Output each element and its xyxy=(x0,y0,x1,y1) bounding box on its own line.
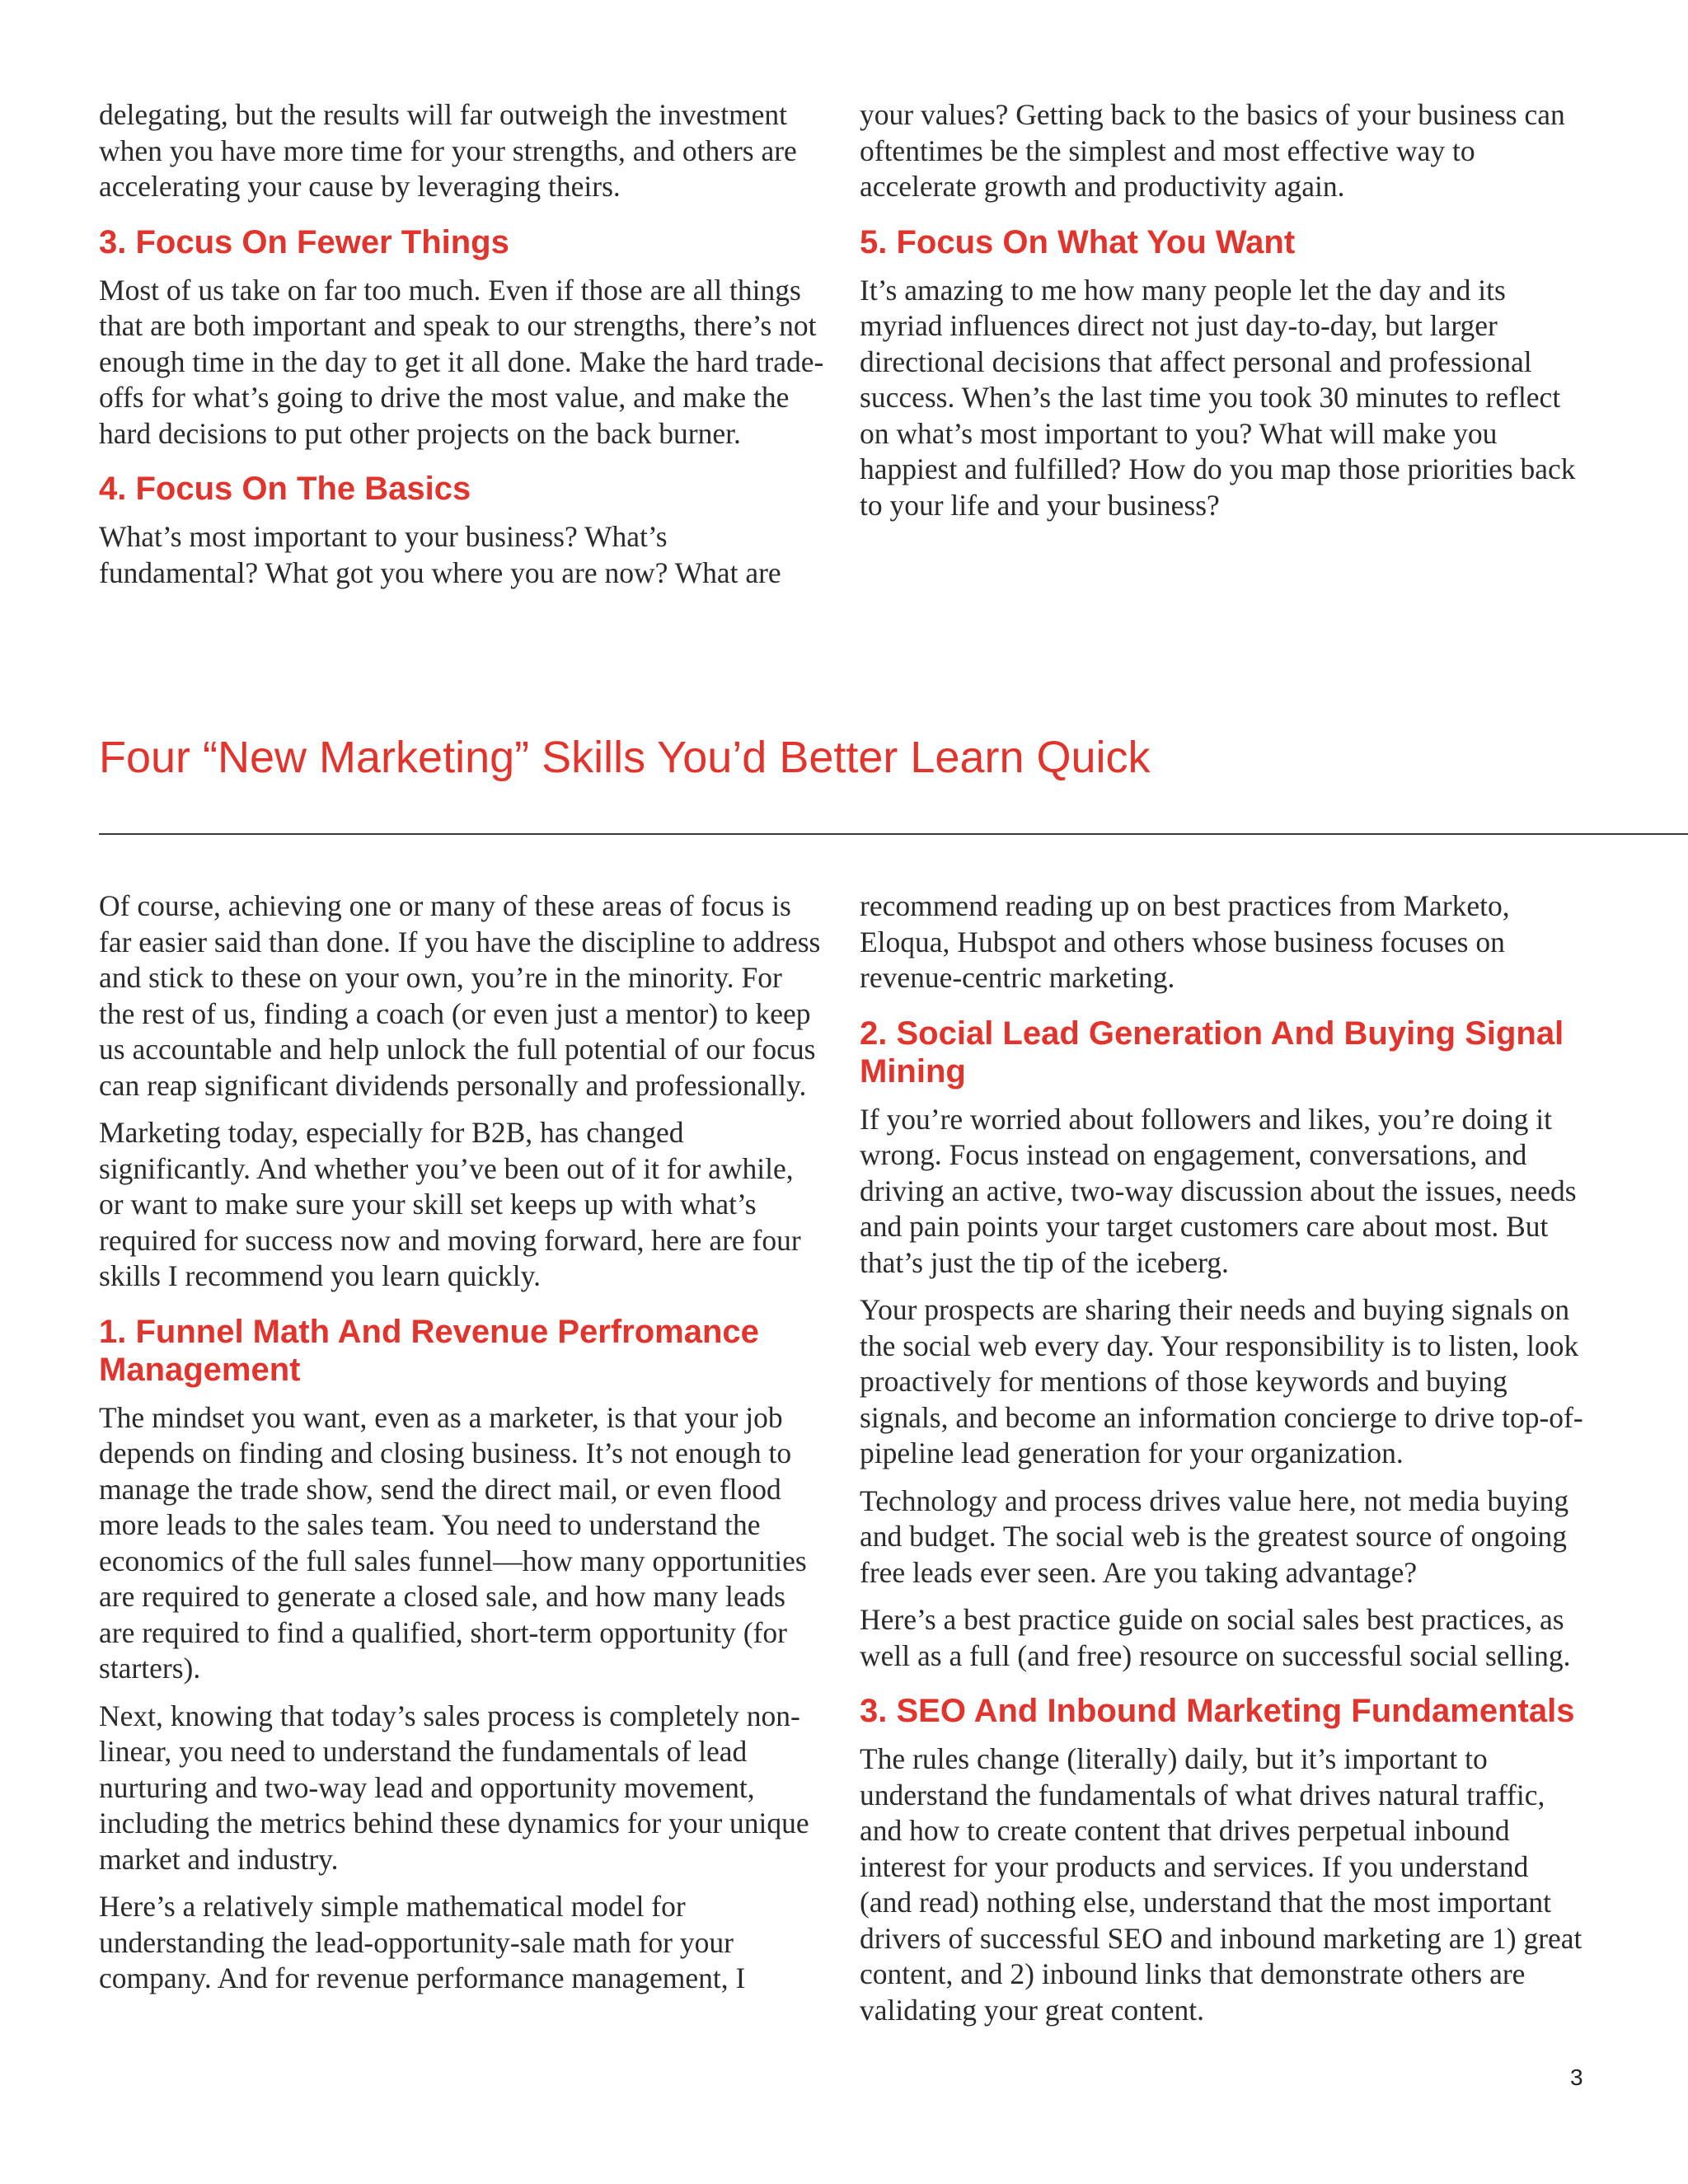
paragraph-recommend-reading: recommend reading up on best practices from Marketo, Eloqua, Hubspot and others whose business focuses on revenue-centric marketing. xyxy=(860,889,1510,994)
section-title: Four “New Marketing” Skills You’d Better Learn Quick xyxy=(99,733,1151,782)
paragraph-marketing-today: Marketing today, especially for B2B, has changed significantly. And whether you’ve been out of it for awhile, or want to make sure your skill set keeps up with what’s required for success now and moving forward, here are four skills I recommend you learn quickly. xyxy=(99,1116,801,1292)
section-divider xyxy=(99,833,1688,835)
paragraph-mindset: The mindset you want, even as a marketer, is that your job depends on finding and closing business. It’s not enough to manage the trade show, send the direct mail, or even flood more leads to the sales team. You need to understand the economics of the full sales funnel—how many opportunities are required to generate a closed sale, and how many leads are required to find a qualified, short-term opportunity (for starters). xyxy=(99,1400,807,1685)
heading-focus-what-you-want: 5. Focus On What You Want xyxy=(860,223,1296,260)
top-left-column xyxy=(99,97,824,591)
paragraph-what-you-want: It’s amazing to me how many people let the day and its myriad influences direct not just day-to-day, but larger directional decisions that affect personal and professional success. When’s the last time you took 30 minutes to reflect on what’s most important to you? What will make you happiest and fulfilled? How do you map those priorities back to your life and your business? xyxy=(860,273,1576,522)
heading-focus-basics: 4. Focus On The Basics xyxy=(99,471,471,507)
bottom-right-column xyxy=(860,888,1585,2028)
paragraph-delegating: delegating, but the results will far outweigh the investment when you have more time for your strengths, and others are accelerating your cause by leveraging theirs. xyxy=(99,98,797,203)
paragraph-best-practice-guide: Here’s a best practice guide on social sales best practices, as well as a full (and free) resource on successful social selling. xyxy=(860,1603,1571,1672)
paragraph-rules-change: The rules change (literally) daily, but it’s important to understand the fundamentals of what drives natural traffic, and how to create content that drives perpetual inbound interest for your products and services. If you understand (and read) nothing else, understand that the most important drivers of successful SEO and inbound marketing are 1) great content, and 2) inbound links that demonstrate others are validating your great content. xyxy=(860,1742,1582,2027)
heading-funnel-math: 1. Funnel Math And Revenue Perfromance Management xyxy=(99,1313,759,1388)
paragraph-technology-process: Technology and process drives value here, not media buying and budget. The social web is the greatest source of ongoing free leads ever seen. Are you taking advantage? xyxy=(860,1483,1569,1589)
heading-focus-fewer-things: 3. Focus On Fewer Things xyxy=(99,223,509,260)
paragraph-mathematical-model: Here’s a relatively simple mathematical model for understanding the lead-opportunity-sale math for your company. And for revenue performance management, I xyxy=(99,1890,746,1994)
page-number: 3 xyxy=(1570,2064,1583,2090)
paragraph-of-course: Of course, achieving one or many of these areas of focus is far easier said than done. If you have the discipline to address and stick to these on your own, you’re in the minority. For the rest of us, finding a coach (or even just a mentor) to keep us accountable and help unlock the full potential of our focus can reap significant dividends personally and professionally. xyxy=(99,889,821,1102)
paragraph-next-knowing: Next, knowing that today’s sales process is completely non-linear, you need to understand the fundamentals of lead nurturing and two-way lead and opportunity movement, including the metrics behind these dynamics for your unique market and industry. xyxy=(99,1699,809,1876)
heading-social-lead-generation: 2. Social Lead Generation And Buying Signal Mining xyxy=(860,1015,1564,1090)
bottom-left-column xyxy=(99,888,824,1997)
paragraph-basics: What’s most important to your business? What’s fundamental? What got you where you are now? What are xyxy=(99,520,781,589)
heading-seo-inbound: 3. SEO And Inbound Marketing Fundamentals xyxy=(860,1693,1575,1729)
paragraph-prospects-sharing: Your prospects are sharing their needs and buying signals on the social web every day. Your responsibility is to listen, look proactively for mentions of those keywords and buying signals, and become an information concierge to drive top-of-pipeline lead generation for your organization. xyxy=(860,1293,1583,1469)
paragraph-values: your values? Getting back to the basics of your business can oftentimes be the simplest and most effective way to accelerate growth and productivity again. xyxy=(860,98,1565,203)
paragraph-followers-likes: If you’re worried about followers and likes, you’re doing it wrong. Focus instead on engagement, conversations, and driving an active, two-way discussion about the issues, needs and pain points your target customers care about most. But that’s just the tip of the iceberg. xyxy=(860,1102,1577,1279)
top-right-column xyxy=(860,97,1585,523)
paragraph-fewer-things: Most of us take on far too much. Even if those are all things that are both important and speak to our strengths, there’s not enough time in the day to get it all done. Make the hard trade-offs for what’s going to drive the most value, and make the hard decisions to put other projects on the back burner. xyxy=(99,273,824,450)
